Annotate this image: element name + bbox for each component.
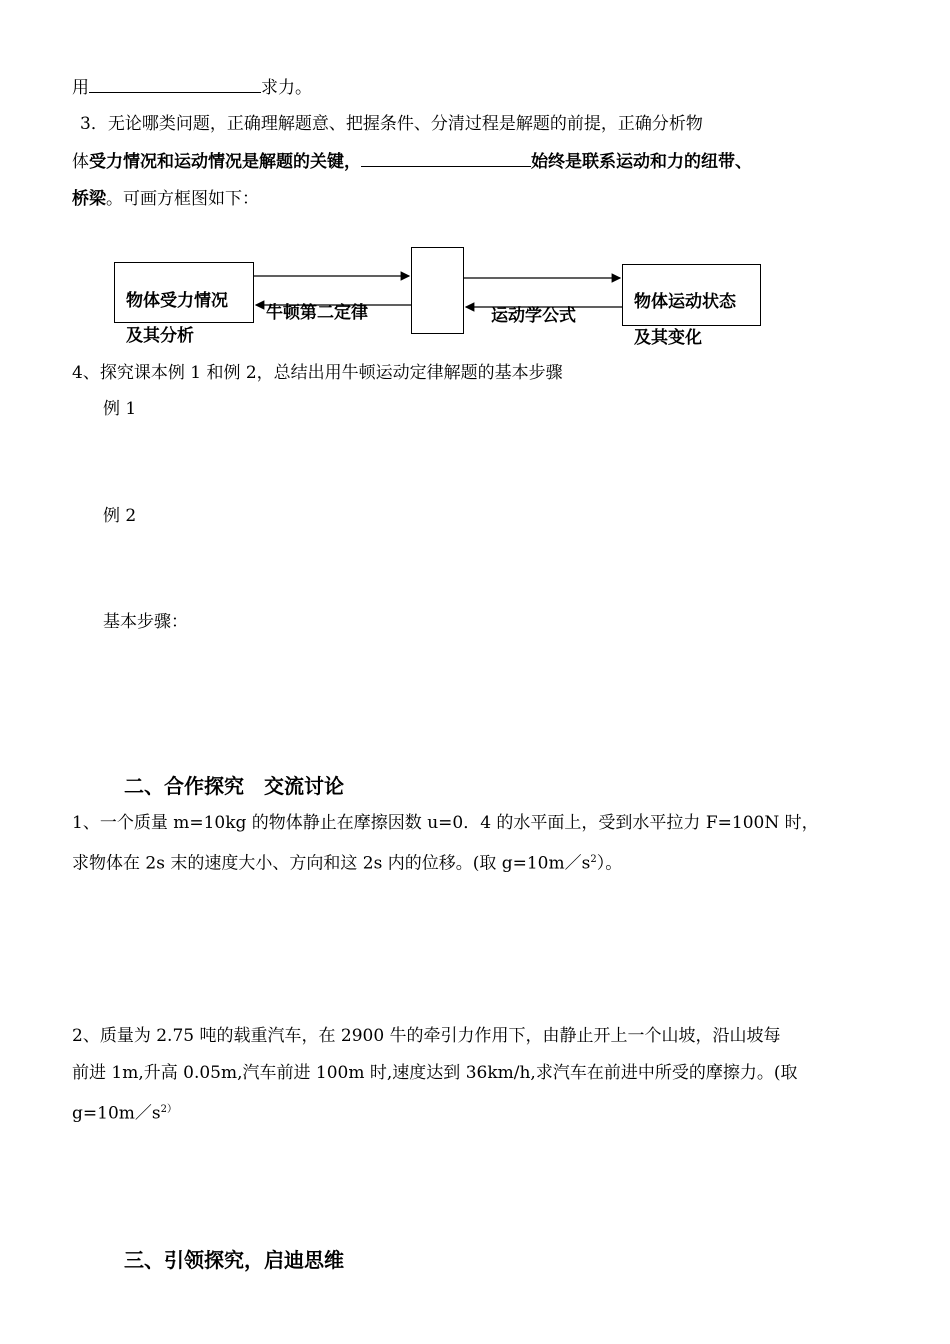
label-kinematics-formula: 运动学公式 (491, 306, 576, 326)
item3-line3-rest: 。可画方框图如下： (106, 189, 259, 209)
item3-line2-pre: 体 (72, 152, 89, 172)
item3-line3 (72, 188, 259, 210)
answer-blank-1[interactable] (89, 76, 261, 93)
line1-prefix: 用 (72, 78, 89, 98)
section2-heading: 二、合作探究 交流讨论 (124, 774, 344, 798)
example1-label: 例 1 (103, 399, 137, 419)
example2-label: 例 2 (103, 506, 137, 526)
section3-heading: 三、引领探究，启迪思维 (124, 1248, 344, 1272)
problem2-line3-text: g=10m／s (72, 1103, 161, 1124)
problem2-line1: 2、质量为 2.75 吨的载重汽车，在 2900 牛的牵引力作用下，由静止开上一个山坡，沿山坡每 (72, 1026, 781, 1046)
box-motion-state-label: 物体运动状态 (634, 292, 736, 312)
problem2-exponent: 2） (160, 1104, 177, 1115)
problem1-line2-text: 求物体在 2s 末的速度大小、方向和这 2s 内的位移。(取 g=10m／s (72, 853, 591, 874)
box-motion-state-label-cont: 及其变化 (634, 328, 702, 348)
box-force-analysis-label-cont: 及其分析 (126, 326, 194, 346)
item3-line2-post: 始终是联系运动和力的纽带、 (531, 152, 752, 172)
item3-line1: 3．无论哪类问题，正确理解题意、把握条件、分清过程是解题的前提，正确分析物 (80, 114, 703, 134)
line1-suffix: 求力。 (261, 78, 312, 98)
problem1-exponent: 2 (590, 854, 597, 865)
problem1-line2-end: ）。 (596, 853, 623, 874)
item3-line2-bold: 受力情况和运动情况是解题的关键， (89, 152, 361, 172)
problem1-line2 (72, 849, 622, 875)
item3-line3-bold: 桥梁 (72, 189, 106, 209)
problem2-line3 (72, 1099, 177, 1125)
box-force-analysis-label: 物体受力情况 (126, 291, 228, 311)
problem1-line1: 1、一个质量 m=10kg 的物体静止在摩擦因数 u=0．4 的水平面上，受到水平拉力 F=100N 时， (72, 813, 819, 833)
basic-steps-label: 基本步骤： (103, 612, 188, 632)
box-middle-empty[interactable] (411, 247, 464, 334)
answer-blank-2[interactable] (361, 150, 531, 167)
label-newton-second-law: 牛顿第二定律 (266, 303, 368, 323)
problem2-line2: 前进 1m,升高 0.05m,汽车前进 100m 时,速度达到 36km/h,求汽车在前进中所受的摩擦力。(取 (72, 1063, 798, 1083)
item3-line2 (72, 150, 752, 173)
item4-title: 4、探究课本例 1 和例 2，总结出用牛顿运动定律解题的基本步骤 (72, 363, 563, 383)
line-fill-blank-force (72, 76, 312, 99)
